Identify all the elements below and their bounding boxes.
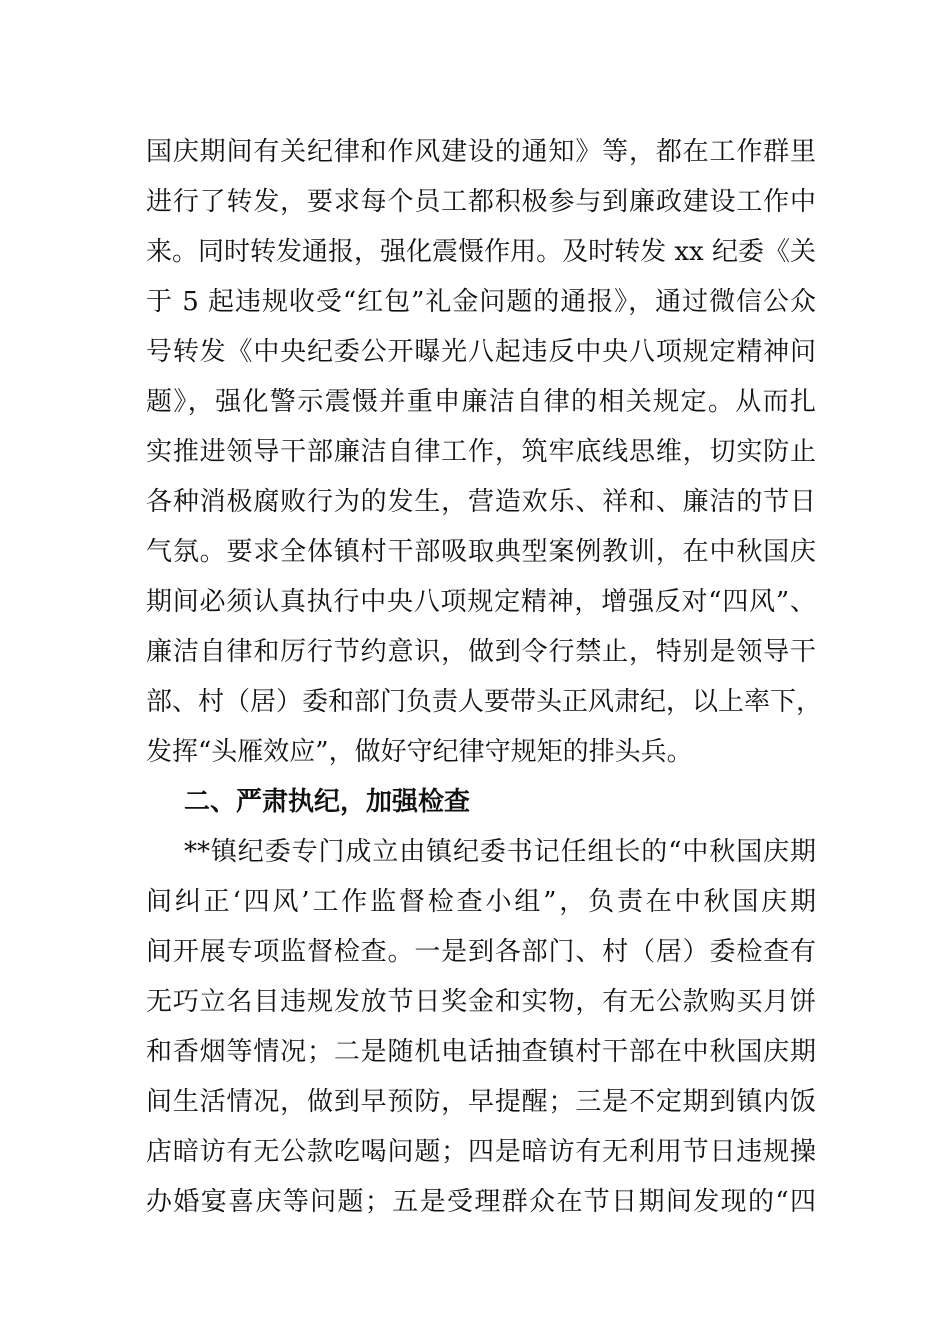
body-text-line: 无巧立名目违规发放节日奖金和实物，有无公款购买月饼: [146, 987, 816, 1017]
body-text-line: 来。同时转发通报，强化震慑作用。及时转发 xx 纪委《关: [146, 237, 816, 267]
body-text-line: 发挥“头雁效应”，做好守纪律守规矩的排头兵。: [146, 737, 693, 767]
body-text-line: 于 5 起违规收受“红包”礼金问题的通报》，通过微信公众: [146, 287, 816, 317]
body-text-line: 间纠正‘四风’工作监督检查小组”，负责在中秋国庆期: [146, 887, 816, 917]
section-heading: 二、严肃执纪，加强检查: [184, 787, 471, 817]
body-text-line: 办婚宴喜庆等问题；五是受理群众在节日期间发现的“四: [146, 1187, 816, 1217]
body-text-line: 号转发《中央纪委公开曝光八起违反中央八项规定精神问: [146, 337, 816, 367]
body-text-line: 进行了转发，要求每个员工都积极参与到廉政建设工作中: [146, 187, 816, 217]
body-text-line: 题》，强化警示震慑并重申廉洁自律的相关规定。从而扎: [146, 387, 816, 417]
body-text-line: 气氛。要求全体镇村干部吸取典型案例教训，在中秋国庆: [146, 537, 816, 567]
body-text-line: 各种消极腐败行为的发生，营造欢乐、祥和、廉洁的节日: [146, 487, 816, 517]
body-text-line: 店暗访有无公款吃喝问题；四是暗访有无利用节日违规操: [146, 1137, 816, 1167]
body-text-line: 实推进领导干部廉洁自律工作，筑牢底线思维，切实防止: [146, 437, 816, 467]
body-text-line: 廉洁自律和厉行节约意识，做到令行禁止，特别是领导干: [146, 637, 816, 667]
body-text-line: 间开展专项监督检查。一是到各部门、村（居）委检查有: [146, 937, 816, 967]
body-text-line: 和香烟等情况；二是随机电话抽查镇村干部在中秋国庆期: [146, 1037, 816, 1067]
body-text-line: 间生活情况，做到早预防，早提醒；三是不定期到镇内饭: [146, 1087, 816, 1117]
body-text-line: **镇纪委专门成立由镇纪委书记任组长的“中秋国庆期: [184, 837, 816, 867]
body-text-line: 部、村（居）委和部门负责人要带头正风肃纪，以上率下，: [146, 687, 823, 717]
body-text-line: 期间必须认真执行中央八项规定精神，增强反对“四风”、: [146, 587, 816, 617]
body-text-line: 国庆期间有关纪律和作风建设的通知》等，都在工作群里: [146, 137, 816, 167]
